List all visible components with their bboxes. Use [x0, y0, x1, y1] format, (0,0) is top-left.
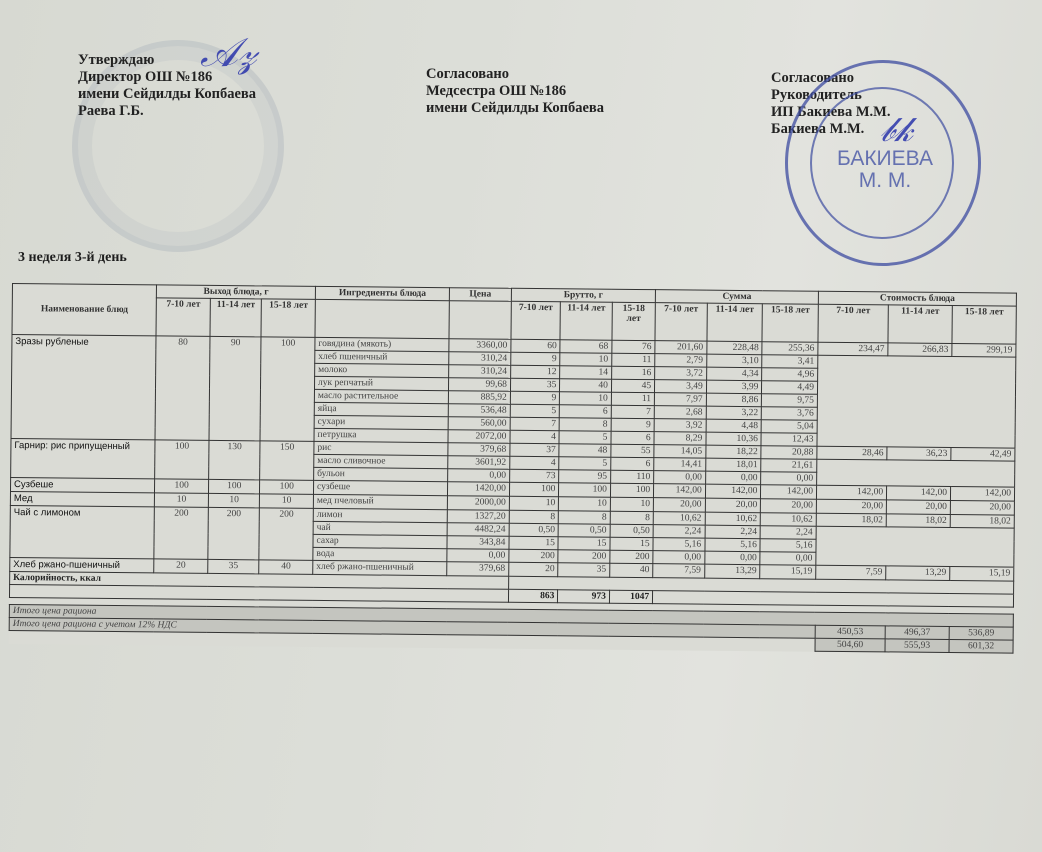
director-signature: 𝒜𝓏 [200, 30, 257, 76]
ingredient-brutto: 6 [560, 405, 612, 418]
ingredient-brutto: 15 [509, 536, 559, 549]
ingredient-brutto: 200 [610, 550, 653, 563]
dish-cost: 142,00 [887, 486, 951, 501]
ingredient-name: масло сливочное [314, 454, 448, 468]
ingredient-sum: 3,99 [706, 380, 762, 394]
dish-output: 130 [209, 440, 261, 479]
ingredient-sum: 2,24 [705, 525, 761, 539]
ingredient-sum: 9,75 [762, 394, 818, 408]
ingredient-sum: 3,76 [762, 407, 818, 421]
age-7-10: 7-10 лет [655, 303, 707, 341]
age-11-14: 11-14 лет [888, 305, 952, 344]
ingredient-sum: 201,60 [655, 341, 707, 354]
approval-line: имени Сейдилды Копбаева [78, 86, 256, 102]
ingredient-name: мед пчеловый [313, 494, 447, 509]
dish-output: 100 [155, 440, 209, 480]
ingredient-sum: 8,29 [654, 432, 706, 445]
ingredient-brutto: 35 [558, 563, 610, 577]
ingredient-name: хлеб пшеничный [315, 350, 449, 364]
ingredient-brutto: 10 [560, 392, 612, 405]
ingredient-sum: 2,24 [653, 525, 705, 538]
dish-cost: 142,00 [950, 487, 1014, 502]
ingredient-brutto: 15 [558, 537, 610, 550]
dish-cost: 299,19 [952, 344, 1016, 358]
agreement-line: имени Сейдилды Копбаева [426, 100, 604, 116]
ingredient-sum: 21,61 [761, 459, 817, 473]
ingredient-brutto: 4 [510, 430, 560, 443]
ingredient-sum: 7,97 [654, 393, 706, 406]
dish-cost: 28,46 [817, 446, 887, 460]
total-price-11-14: 496,37 [885, 626, 949, 640]
ingredient-name: молоко [315, 363, 449, 377]
dish-output: 100 [155, 479, 209, 494]
age-15-18: 15-18 лет [612, 302, 656, 340]
ingredient-brutto: 8 [509, 510, 559, 523]
ingredient-brutto: 40 [560, 379, 612, 392]
dish-cost: 7,59 [816, 565, 886, 580]
dish-name: Гарнир: рис припущенный [11, 438, 156, 478]
dish-cost: 18,02 [950, 515, 1014, 529]
ingredient-brutto: 11 [611, 392, 654, 405]
ingredient-price: 2072,00 [448, 430, 510, 444]
ingredient-brutto: 76 [612, 340, 655, 353]
dish-cost: 18,02 [886, 514, 950, 528]
ingredient-brutto: 0,50 [610, 524, 653, 537]
col-brutto: Брутто, г [511, 288, 655, 302]
ingredient-brutto: 10 [610, 497, 653, 511]
dish-output: 100 [208, 479, 260, 493]
ingredient-brutto: 9 [510, 391, 560, 404]
ingredient-price: 310,24 [449, 352, 511, 366]
ingredient-brutto: 0,50 [558, 524, 610, 537]
ingredient-brutto: 68 [560, 340, 612, 353]
ingredient-sum: 3,22 [706, 406, 762, 420]
supplier-signature: 𝒷𝓀 [880, 110, 913, 150]
ingredient-sum: 7,59 [653, 564, 705, 578]
total-price-label: Итого цена рациона [9, 604, 1013, 627]
ingredient-brutto: 37 [510, 443, 560, 456]
dish-name: Чай с лимоном [10, 505, 155, 558]
ingredient-brutto: 100 [559, 483, 611, 497]
ingredient-brutto: 9 [511, 352, 561, 365]
ingredient-price: 536,48 [448, 404, 510, 418]
ingredient-brutto: 200 [558, 550, 610, 563]
ingredient-brutto: 8 [610, 511, 653, 524]
agreement-line: ИП Бакиева М.М. [771, 104, 891, 120]
col-sum: Сумма [655, 290, 818, 305]
ingredient-brutto: 10 [559, 497, 611, 511]
ingredient-name: вода [313, 547, 447, 561]
ingredient-sum: 0,00 [705, 551, 761, 565]
ingredient-brutto: 10 [509, 496, 559, 510]
ingredient-sum: 3,10 [706, 354, 762, 368]
ingredient-name: лимон [313, 508, 447, 522]
ingredient-brutto: 7 [611, 405, 654, 418]
ingredient-sum: 4,34 [706, 367, 762, 381]
ingredient-price: 885,92 [448, 391, 510, 405]
total-price-15-18: 536,89 [949, 627, 1013, 641]
ingredient-brutto: 95 [559, 470, 611, 483]
dish-cost: 42,49 [951, 448, 1015, 462]
total-price-vat-label: Итого цена рациона с учетом 12% НДС [9, 617, 815, 638]
stamp-name: БАКИЕВА М. М. [837, 147, 933, 192]
menu-table [9, 283, 1017, 654]
dish-name: Хлеб ржано-пшеничный [10, 557, 154, 572]
ingredient-sum: 3,92 [654, 419, 706, 432]
ingredient-brutto: 8 [559, 511, 611, 524]
ingredient-name: сузбеше [314, 480, 448, 495]
ingredient-brutto: 73 [509, 469, 559, 482]
approval-line: Утверждаю [78, 52, 155, 68]
ingredient-brutto: 12 [510, 365, 560, 378]
calories-7-10: 863 [508, 589, 558, 602]
age-15-18: 15-18 лет [762, 304, 818, 343]
ingredient-sum: 3,41 [762, 355, 818, 369]
dish-cost: 20,00 [816, 499, 886, 514]
ingredient-price: 310,24 [449, 365, 511, 379]
ingredient-sum: 4,49 [762, 381, 818, 395]
age-7-10: 7-10 лет [818, 304, 888, 343]
ingredient-name: рис [314, 441, 448, 455]
agreement-line: Руководитель [771, 87, 862, 103]
dish-output: 40 [259, 560, 313, 575]
dish-output: 100 [260, 337, 315, 442]
age-11-14: 11-14 лет [707, 303, 763, 342]
ingredient-sum: 20,88 [761, 446, 817, 460]
ingredient-brutto: 9 [611, 418, 654, 431]
nurse-agreement-block [426, 66, 604, 117]
ingredient-brutto: 35 [510, 378, 560, 391]
dish-output: 200 [154, 507, 208, 560]
age-11-14: 11-14 лет [560, 302, 612, 340]
col-price: Цена [449, 288, 511, 302]
ingredient-name: петрушка [314, 428, 448, 442]
ingredient-price: 379,68 [448, 443, 510, 457]
ingredient-sum: 5,16 [760, 539, 816, 553]
ingredient-sum: 13,29 [704, 564, 760, 579]
ingredient-brutto: 6 [611, 457, 654, 470]
ingredient-name: чай [313, 521, 447, 535]
ingredient-brutto: 6 [611, 431, 654, 444]
ingredient-sum: 255,36 [762, 342, 818, 356]
ingredient-brutto: 200 [509, 549, 559, 562]
ingredient-brutto: 14 [560, 366, 612, 379]
ingredient-brutto: 4 [510, 456, 560, 469]
age-11-14: 11-14 лет [210, 298, 262, 336]
ingredient-brutto: 15 [610, 537, 653, 550]
ingredient-sum: 0,00 [705, 471, 761, 485]
dish-name: Зразы рубленые [11, 335, 156, 440]
ingredient-sum: 3,49 [655, 380, 707, 393]
ingredient-price: 379,68 [447, 562, 509, 577]
ingredient-name: масло растительное [314, 389, 448, 403]
ingredient-brutto: 45 [611, 379, 654, 392]
ingredient-sum: 4,96 [762, 368, 818, 382]
ingredient-sum: 18,01 [705, 458, 761, 472]
ingredient-price: 2000,00 [447, 496, 509, 511]
ingredient-sum: 2,79 [655, 354, 707, 367]
col-output: Выход блюда, г [157, 285, 316, 300]
ingredient-brutto: 10 [560, 353, 612, 366]
ingredient-sum: 2,24 [760, 526, 816, 540]
dish-cost: 142,00 [816, 485, 886, 500]
dish-output: 100 [260, 480, 314, 495]
ingredient-sum: 0,00 [654, 471, 706, 484]
dish-output: 10 [208, 493, 260, 507]
ingredient-name: сухари [314, 415, 448, 429]
col-dish-name: Наименование блюд [12, 284, 157, 336]
ingredient-sum: 2,68 [654, 406, 706, 419]
dish-output: 20 [154, 559, 208, 574]
dish-output: 90 [209, 336, 262, 440]
ingredient-sum: 5,16 [653, 538, 705, 551]
ingredient-sum: 0,00 [761, 472, 817, 486]
ingredient-sum: 142,00 [761, 485, 817, 500]
calories-11-14: 973 [558, 590, 610, 603]
ingredient-sum: 142,00 [654, 484, 706, 498]
calories-label: Калорийность, ккал [10, 571, 509, 589]
agreement-line: Согласовано [771, 70, 854, 86]
ingredient-price: 4482,24 [447, 523, 509, 537]
ingredient-sum: 5,04 [761, 420, 817, 434]
ingredient-sum: 12,43 [761, 433, 817, 447]
ingredient-price: 3360,00 [449, 339, 511, 353]
total-vat-11-14: 555,93 [885, 639, 949, 653]
dish-cost: 234,47 [818, 342, 888, 356]
ingredient-sum: 20,00 [761, 499, 817, 514]
ingredient-price: 560,00 [448, 417, 510, 431]
ingredient-brutto: 110 [610, 470, 653, 483]
day-title: 3 неделя 3-й день [18, 250, 127, 265]
ingredient-sum: 5,16 [705, 538, 761, 552]
ingredient-sum: 20,00 [653, 498, 705, 512]
ingredient-sum: 10,62 [705, 512, 761, 526]
ingredient-price: 3601,92 [448, 456, 510, 470]
dish-output: 200 [208, 507, 260, 559]
ingredient-sum: 10,62 [653, 512, 705, 525]
ingredient-brutto: 55 [611, 444, 654, 457]
approval-block [78, 52, 256, 120]
dish-output: 150 [260, 441, 314, 481]
total-price-7-10: 450,53 [815, 625, 885, 639]
ingredient-brutto: 16 [611, 366, 654, 379]
dish-cost: 13,29 [886, 566, 950, 581]
ingredient-name: лук репчатый [315, 376, 449, 390]
col-dish-cost: Стоимость блюда [818, 291, 1016, 306]
ingredient-price: 0,00 [447, 549, 509, 563]
ingredient-sum: 20,00 [705, 498, 761, 513]
dish-output: 35 [208, 559, 260, 573]
age-15-18: 15-18 лет [952, 306, 1016, 345]
ingredient-sum: 8,86 [706, 393, 762, 407]
dish-output: 10 [260, 494, 314, 509]
ingredient-name: сахар [313, 534, 447, 548]
ingredient-price: 99,68 [449, 378, 511, 392]
ingredient-brutto: 5 [559, 457, 611, 470]
agreement-line: Медсестра ОШ №186 [426, 83, 567, 99]
dish-output: 200 [259, 508, 313, 561]
ingredient-brutto: 60 [511, 339, 561, 352]
ingredient-price: 343,84 [447, 536, 509, 550]
agreement-line: Согласовано [426, 66, 509, 82]
ingredient-brutto: 100 [509, 482, 559, 496]
dish-cost: 20,00 [886, 500, 950, 515]
ingredient-name: говядина (мякоть) [315, 337, 449, 351]
ingredient-sum: 10,36 [706, 432, 762, 446]
menu-body [10, 335, 1016, 582]
col-ingredients: Ингредиенты блюда [315, 286, 449, 300]
dish-cost: 20,00 [950, 501, 1014, 516]
ingredient-brutto: 40 [610, 563, 653, 577]
ingredient-price: 1420,00 [447, 482, 509, 497]
ingredient-name: яйца [314, 402, 448, 416]
ingredient-brutto: 5 [559, 431, 611, 444]
approval-line: Раева Г.Б. [78, 103, 144, 119]
calories-15-18: 1047 [609, 590, 652, 603]
ingredient-brutto: 7 [510, 417, 560, 430]
ingredient-sum: 10,62 [761, 513, 817, 527]
ingredient-sum: 15,19 [760, 565, 816, 580]
ingredient-price: 0,00 [448, 469, 510, 483]
agreement-line: Бакиева М.М. [771, 121, 865, 137]
age-7-10: 7-10 лет [511, 301, 561, 339]
ingredient-brutto: 100 [610, 483, 653, 497]
ingredient-brutto: 20 [509, 562, 559, 576]
ingredient-sum: 18,22 [706, 445, 762, 459]
dish-output: 10 [155, 493, 209, 508]
ingredient-brutto: 48 [559, 444, 611, 457]
age-15-18: 15-18 лет [261, 299, 315, 338]
ingredient-sum: 4,48 [706, 419, 762, 433]
dish-cost: 36,23 [887, 447, 951, 461]
total-vat-15-18: 601,32 [949, 640, 1013, 654]
approval-line: Директор ОШ №186 [78, 69, 213, 85]
ingredient-name: хлеб ржано-пшеничный [313, 560, 447, 575]
ingredient-name: бульон [314, 467, 448, 481]
ingredient-brutto: 0,50 [509, 523, 559, 536]
ingredient-brutto: 8 [559, 418, 611, 431]
ingredient-brutto: 5 [510, 404, 560, 417]
dish-name: Сузбеше [10, 477, 154, 492]
dish-cost: 15,19 [950, 567, 1014, 582]
ingredient-sum: 0,00 [653, 551, 705, 564]
ingredient-sum: 14,05 [654, 445, 706, 458]
ingredient-sum: 3,72 [655, 367, 707, 380]
dish-name: Мед [10, 491, 154, 506]
ingredient-price: 1327,20 [447, 510, 509, 524]
dish-output: 80 [155, 336, 210, 441]
ingredient-sum: 0,00 [760, 552, 816, 566]
total-vat-7-10: 504,60 [815, 638, 885, 652]
dish-cost: 266,83 [888, 343, 952, 357]
dish-cost: 18,02 [816, 513, 886, 527]
ingredient-sum: 228,48 [707, 341, 763, 355]
ingredient-sum: 142,00 [705, 484, 761, 499]
ingredient-sum: 14,41 [654, 458, 706, 471]
age-7-10: 7-10 лет [156, 298, 210, 337]
ingredient-brutto: 11 [612, 353, 655, 366]
